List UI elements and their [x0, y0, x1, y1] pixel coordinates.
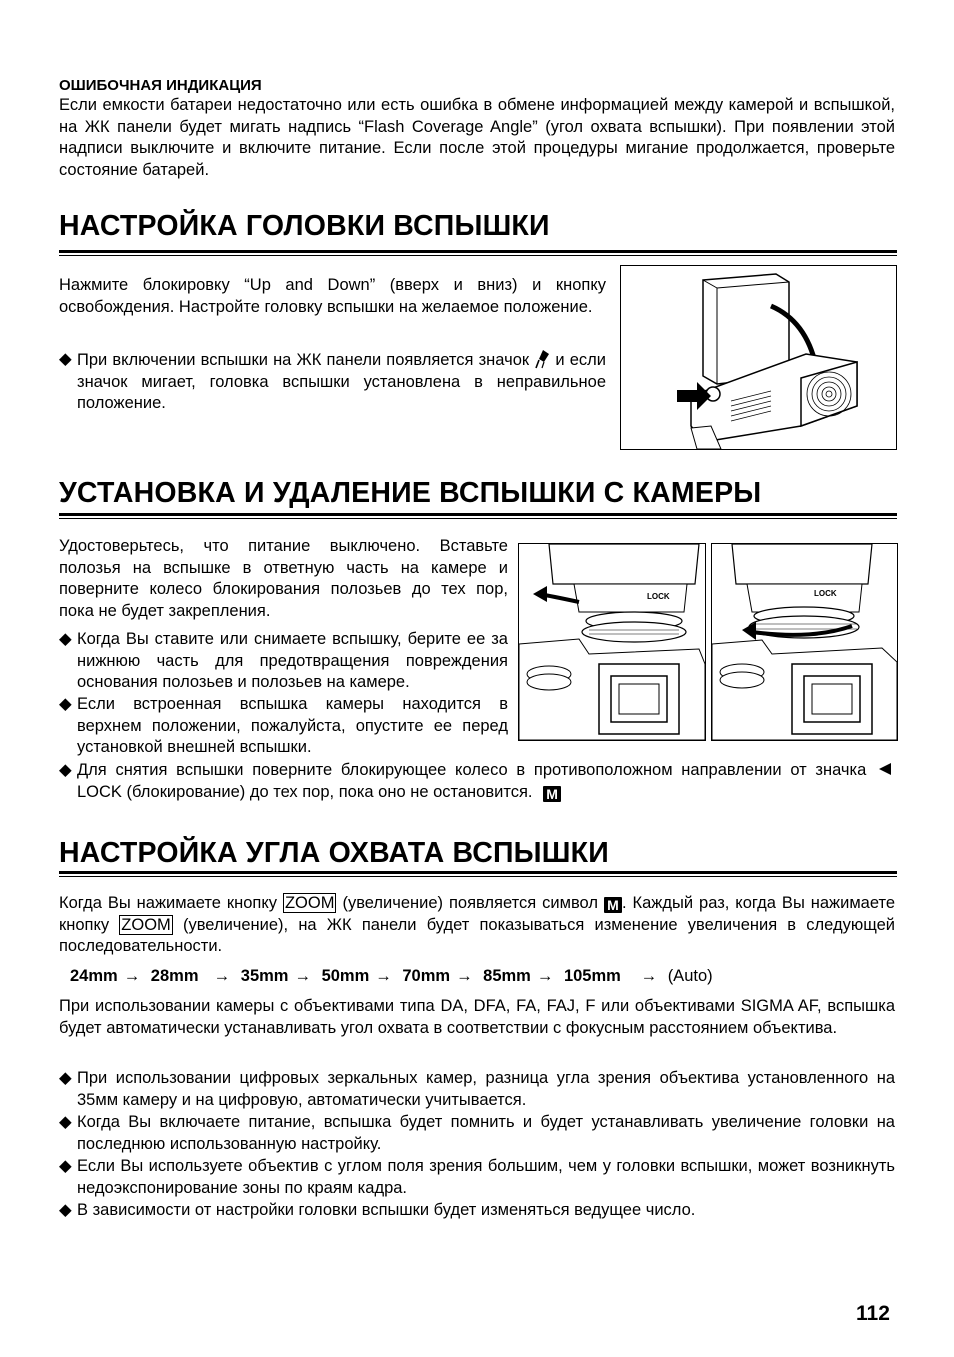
seq-item: 24mm: [70, 967, 118, 985]
page-number: 112: [856, 1302, 890, 1325]
flash-head-drawing: [621, 266, 896, 449]
arrow-right-icon: →: [640, 967, 658, 985]
zoom-paragraph-1: [59, 893, 895, 958]
arrow-right-icon: →: [536, 967, 554, 985]
mount-drawing-left: [519, 544, 705, 740]
bullet-diamond: ◆: [59, 1201, 72, 1219]
zoom-bullet-1: [59, 1068, 895, 1111]
seq-item: 28mm: [150, 967, 199, 985]
heading-mount: УСТАНОВКА И УДАЛЕНИЕ ВСПЫШКИ С КАМЕРЫ: [59, 477, 762, 509]
bullet-diamond: ◆: [59, 630, 72, 648]
heading-flash-head: НАСТРОЙКА ГОЛОВКИ ВСПЫШКИ: [59, 210, 550, 242]
heading-rule-thin: [59, 876, 897, 877]
bullet-text: При использовании цифровых зеркальных камер, разница угла зрения объектива установленного на 35мм камеру и на цифровую, автоматически учитывается.: [77, 1069, 895, 1109]
heading-rule-thin: [59, 518, 897, 519]
zoom-text-c: . Каждый раз, когда Вы нажимаете кнопку: [59, 894, 896, 934]
zoom-button-label-2: ZOOM: [121, 915, 171, 934]
bullet-diamond: ◆: [59, 1069, 72, 1087]
mount-drawing-right: [712, 544, 897, 740]
bullet-diamond: ◆: [59, 761, 72, 779]
bullet-text: Если Вы используете объектив с углом поля зрения большим, чем у головки вспышки, может возникнуть недоэкспонирование зоны по краям кадра.: [77, 1157, 895, 1197]
seq-item: 85mm: [483, 967, 531, 985]
zoom-bullet-3: [59, 1156, 895, 1199]
mount-bullet-1: [59, 629, 508, 694]
bullet-text-post: и если значок мигает, головка вспышки установлена в неправильное положение.: [77, 351, 606, 412]
zoom-paragraph-2: При использовании камеры с объективами типа DA, DFA, FA, FAJ, F или объективами SIGMA AF, вспышка будет автоматически устанавливать угол охвата в соответствии с фокусным расстоянием объектива.: [59, 997, 895, 1037]
bullet-diamond: ◆: [59, 1113, 72, 1131]
zoom-text-b: (увеличение) появляется символ: [342, 894, 598, 912]
zoom-text-a: Когда Вы нажимаете кнопку: [59, 894, 277, 912]
zoom-sequence: [70, 967, 713, 986]
bullet-text-pre: Для снятия вспышки поверните блокирующее колесо в противоположном направлении от значка: [77, 761, 867, 779]
mount-bullet-2: [59, 694, 508, 759]
bullet-diamond: ◆: [59, 350, 72, 368]
lock-label: LOCK: [647, 592, 670, 601]
seq-item: 105mm: [563, 967, 621, 985]
bullet-text-pre: При включении вспышки на ЖК панели появляется значок: [77, 351, 530, 369]
flash-head-bullet: [59, 349, 606, 415]
zoom-bullet-2: [59, 1112, 895, 1155]
seq-auto: (Auto): [667, 967, 713, 985]
mount-text: Удостоверьтесь, что питание выключено. Вставьте полозья на вспышке в ответную часть на камере и поверните колесо блокирования полозьев до тех пор, пока не будет закрепления.: [59, 537, 508, 620]
error-indication-title: ОШИБОЧНАЯ ИНДИКАЦИЯ: [59, 77, 262, 94]
bullet-text: Когда Вы включаете питание, вспышка будет помнить и будет устанавливать увеличение головки на последнюю использованную настройку.: [77, 1113, 895, 1153]
seq-item: 50mm: [321, 967, 370, 985]
heading-zoom: НАСТРОЙКА УГЛА ОХВАТА ВСПЫШКИ: [59, 837, 609, 869]
heading-rule-thin: [59, 255, 897, 256]
arrow-right-icon: →: [456, 967, 473, 985]
heading-rule: [59, 513, 897, 516]
arrow-right-icon: →: [294, 967, 311, 985]
bullet-text-post: LOCK (блокирование) до тех пор, пока оно не остановится.: [77, 782, 533, 801]
zoom-button-label: ZOOM: [284, 894, 335, 912]
arrow-right-icon: →: [213, 967, 231, 985]
seq-item: 35mm: [240, 967, 289, 985]
bullet-diamond: ◆: [59, 1157, 72, 1175]
bullet-text: Если встроенная вспышка камеры находится в верхнем положении, пожалуйста, опустите ее перед установкой внешней вспышки.: [77, 695, 508, 756]
lock-label: LOCK: [814, 589, 837, 598]
bullet-diamond: ◆: [59, 695, 72, 713]
mount-bullet-3: [59, 760, 895, 803]
mount-illustration-left: [518, 543, 706, 741]
m-mode-icon: M: [543, 786, 561, 802]
heading-rule: [59, 250, 897, 253]
arrow-right-icon: →: [375, 967, 392, 985]
arrow-right-icon: →: [123, 967, 141, 985]
bullet-text: В зависимости от настройки головки вспышки будет изменяться ведущее число.: [77, 1201, 696, 1219]
lock-triangle-icon: [878, 763, 892, 775]
seq-item: 70mm: [402, 967, 451, 985]
error-indication-text: Если емкости батареи недостаточно или есть ошибка в обмене информацией между камерой и вспышкой, на ЖК панели будет мигать надпись “Flash Coverage Angle” (угол охвата вспышки). При появлении этой надписи выключите и включите питание. Если после этой процедуры мигание продолжается, проверьте состояние батарей.: [59, 96, 895, 179]
m-mode-icon: M: [604, 897, 622, 913]
flash-head-warning-icon: [534, 349, 550, 369]
zoom-text-d: (увеличение), на ЖК панели будет показываться изменение увеличения в следующей последовательности.: [59, 915, 895, 955]
flash-head-illustration: [620, 265, 897, 450]
flash-head-text: Нажмите блокировку “Up and Down” (вверх и вниз) и кнопку освобождения. Настройте головку вспышки на желаемое положение.: [59, 276, 606, 316]
zoom-bullet-4: [59, 1200, 895, 1222]
mount-illustration-right: [711, 543, 898, 741]
heading-rule: [59, 871, 897, 874]
bullet-text: Когда Вы ставите или снимаете вспышку, берите ее за нижнюю часть для предотвращения повреждения основания полозьев и полозьев на камере.: [77, 630, 508, 691]
